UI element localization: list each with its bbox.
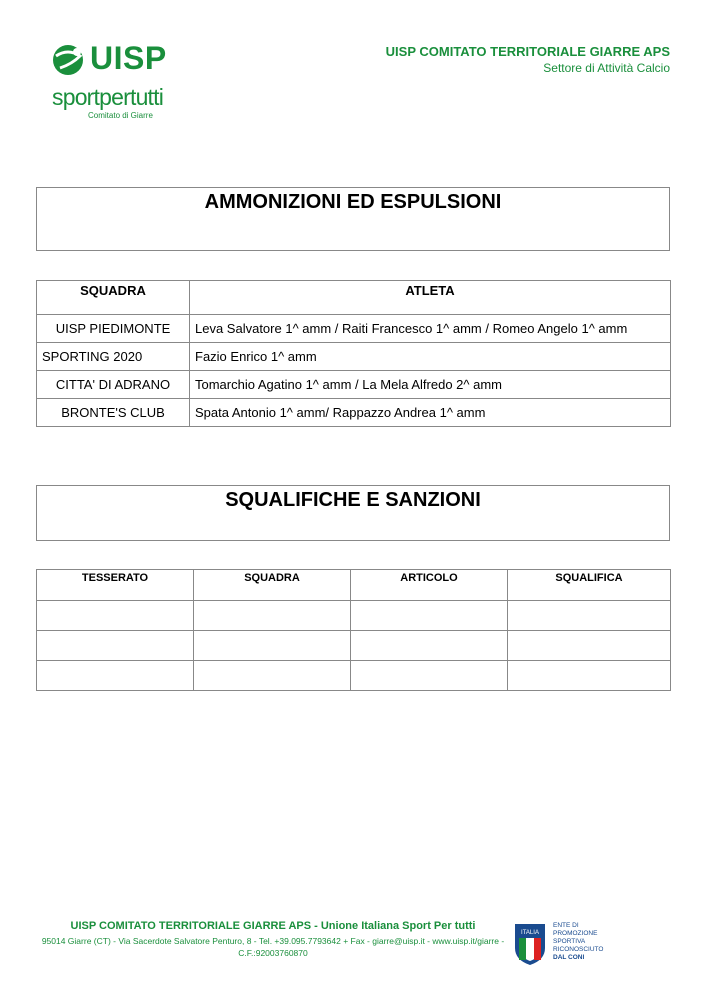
column-header-articolo: ARTICOLO	[351, 570, 508, 601]
empty-cell	[194, 661, 351, 691]
squalifiche-table	[36, 569, 671, 691]
athletes-cell: Leva Salvatore 1^ amm / Raiti Francesco 1^ amm / Romeo Angelo 1^ amm	[190, 315, 671, 343]
empty-cell	[194, 631, 351, 661]
uisp-ball-icon	[50, 42, 88, 76]
empty-cell	[37, 601, 194, 631]
table-row	[37, 631, 671, 661]
team-cell: CITTA' DI ADRANO	[37, 371, 190, 399]
column-header-atleta: ATLETA	[190, 281, 671, 315]
table-row	[37, 371, 671, 399]
section-box-ammonizioni	[36, 187, 670, 251]
empty-cell	[508, 661, 671, 691]
ammonizioni-table	[36, 280, 671, 427]
athletes-cell: Tomarchio Agatino 1^ amm / La Mela Alfredo 2^ amm	[190, 371, 671, 399]
section-title-ammonizioni: AMMONIZIONI ED ESPULSIONI	[204, 191, 502, 213]
section-title-squalifiche: SQUALIFICHE E SANZIONI	[225, 489, 481, 511]
empty-cell	[508, 601, 671, 631]
athletes-cell: Fazio Enrico 1^ amm	[190, 343, 671, 371]
empty-cell	[351, 661, 508, 691]
coni-text	[553, 922, 623, 962]
coni-line: ENTE DI PROMOZIONE	[553, 922, 598, 937]
logo-tagline: sportpertutti	[52, 84, 164, 110]
table-row	[37, 601, 671, 631]
shield-label: ITALIA	[521, 930, 539, 936]
footer-title: UISP COMITATO TERRITORIALE GIARRE APS - Unione Italiana Sport Per tutti	[70, 920, 476, 932]
empty-cell	[37, 631, 194, 661]
empty-cell	[194, 601, 351, 631]
coni-line: RICONOSCIUTO	[553, 946, 604, 953]
coni-line: DAL CONI	[553, 954, 585, 961]
footer-tax-code: C.F.:92003760870	[238, 948, 308, 958]
table-row	[37, 661, 671, 691]
column-header-tesserato: TESSERATO	[37, 570, 194, 601]
team-cell: SPORTING 2020	[37, 343, 190, 371]
logo-brand: UISP	[90, 40, 167, 76]
italia-shield-icon	[513, 922, 547, 966]
footer	[36, 920, 510, 959]
section-box-squalifiche	[36, 485, 670, 541]
header-title: UISP COMITATO TERRITORIALE GIARRE APS	[385, 44, 670, 59]
team-cell: UISP PIEDIMONTE	[37, 315, 190, 343]
coni-badge	[513, 922, 623, 968]
logo-committee: Comitato di Giarre	[88, 111, 153, 120]
empty-cell	[351, 631, 508, 661]
empty-cell	[351, 601, 508, 631]
uisp-logo	[50, 40, 195, 125]
coni-line: SPORTIVA	[553, 938, 586, 945]
table-row	[37, 315, 671, 343]
team-cell: BRONTE'S CLUB	[37, 399, 190, 427]
empty-cell	[37, 661, 194, 691]
table-row	[37, 343, 671, 371]
footer-address: 95014 Giarre (CT) - Via Sacerdote Salvatore Penturo, 8 - Tel. +39.095.7793642 + Fax - giarre@uisp.it - www.uisp.it/giarre -	[41, 936, 505, 946]
athletes-cell: Spata Antonio 1^ amm/ Rappazzo Andrea 1^ amm	[190, 399, 671, 427]
table-row	[37, 399, 671, 427]
column-header-squadra: SQUADRA	[37, 281, 190, 315]
empty-cell	[508, 631, 671, 661]
column-header-squadra: SQUADRA	[194, 570, 351, 601]
header-subtitle: Settore di Attività Calcio	[543, 61, 670, 75]
column-header-squalifica: SQUALIFICA	[508, 570, 671, 601]
